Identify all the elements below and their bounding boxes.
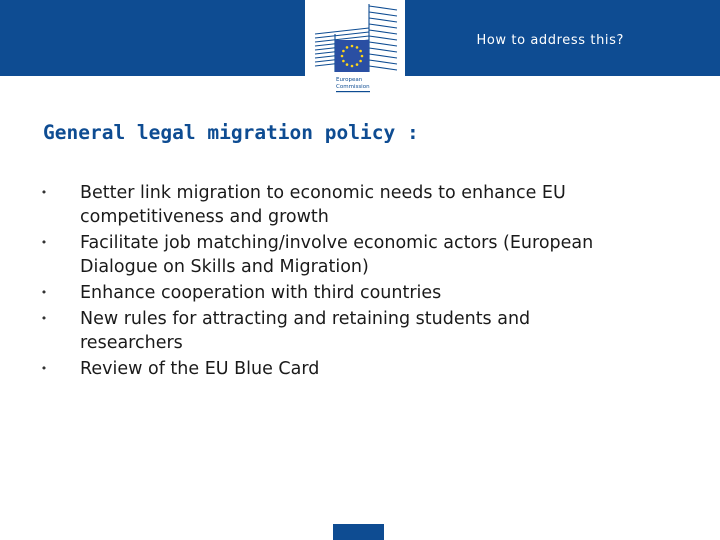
bullet-text-line: Dialogue on Skills and Migration) — [80, 257, 369, 277]
bullet-dot-icon: • — [40, 286, 48, 299]
logo-text-line1: European — [336, 77, 363, 83]
bullet-dot-icon: • — [40, 186, 48, 199]
bullet-list — [0, 181, 720, 383]
bullet-item — [0, 231, 720, 279]
commission-building-icon — [305, 0, 405, 100]
bullet-item — [0, 357, 720, 381]
bullet-text-line: Review of the EU Blue Card — [80, 359, 320, 379]
bullet-dot-icon: • — [40, 312, 48, 325]
bullet-text-line: researchers — [80, 333, 183, 353]
slide-title: General legal migration policy : — [43, 121, 419, 144]
bullet-text-line: New rules for attracting and retaining students and — [80, 309, 531, 329]
bullet-text-line: Better link migration to economic needs to enhance EU — [80, 183, 566, 203]
footer-tab — [333, 524, 384, 540]
bullet-dot-icon: • — [40, 236, 48, 249]
bullet-text-line: Enhance cooperation with third countries — [80, 283, 442, 303]
bullet-item — [0, 307, 720, 355]
bullet-item — [0, 181, 720, 229]
european-commission-logo — [305, 0, 405, 100]
header-title: How to address this? — [476, 33, 624, 48]
logo-text-line2: Commission — [336, 84, 370, 90]
bullet-dot-icon: • — [40, 362, 48, 375]
bullet-item — [0, 281, 720, 305]
bullet-text-line: competitiveness and growth — [80, 207, 329, 227]
bullet-text-line: Facilitate job matching/involve economic actors (European — [80, 233, 594, 253]
